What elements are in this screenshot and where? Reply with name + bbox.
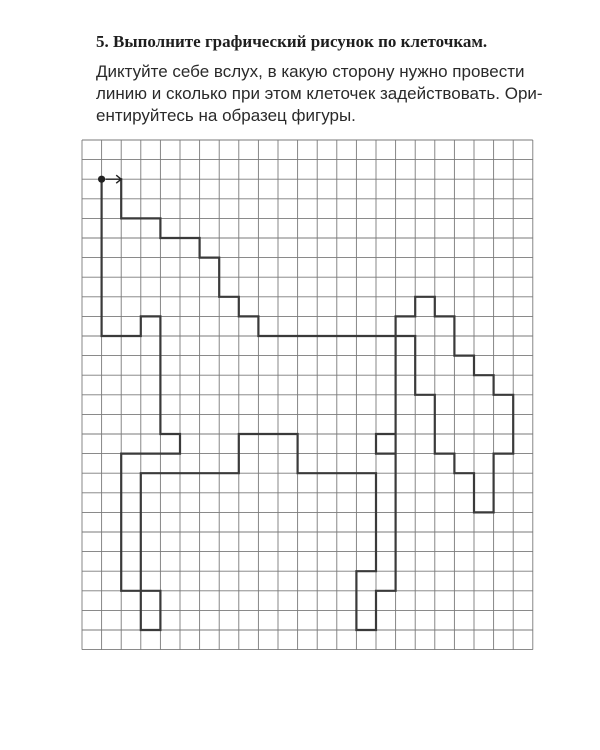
task-title: 5. Выполните графический рисунок по клеточкам.: [96, 32, 488, 51]
instructions-line-2: линию и сколько при этом клеточек задействовать. Ори-: [96, 84, 543, 103]
direction-arrow-icon: [106, 175, 122, 183]
instructions-line-3: ентируйтесь на образец фигуры.: [96, 106, 356, 125]
cell-grid: [82, 140, 533, 650]
start-dot: [98, 176, 105, 183]
start-marker: [98, 175, 121, 183]
instructions-line-1: Диктуйте себе вслух, в какую сторону нужно провести: [96, 62, 525, 81]
horse-figure-outline: [102, 179, 514, 630]
